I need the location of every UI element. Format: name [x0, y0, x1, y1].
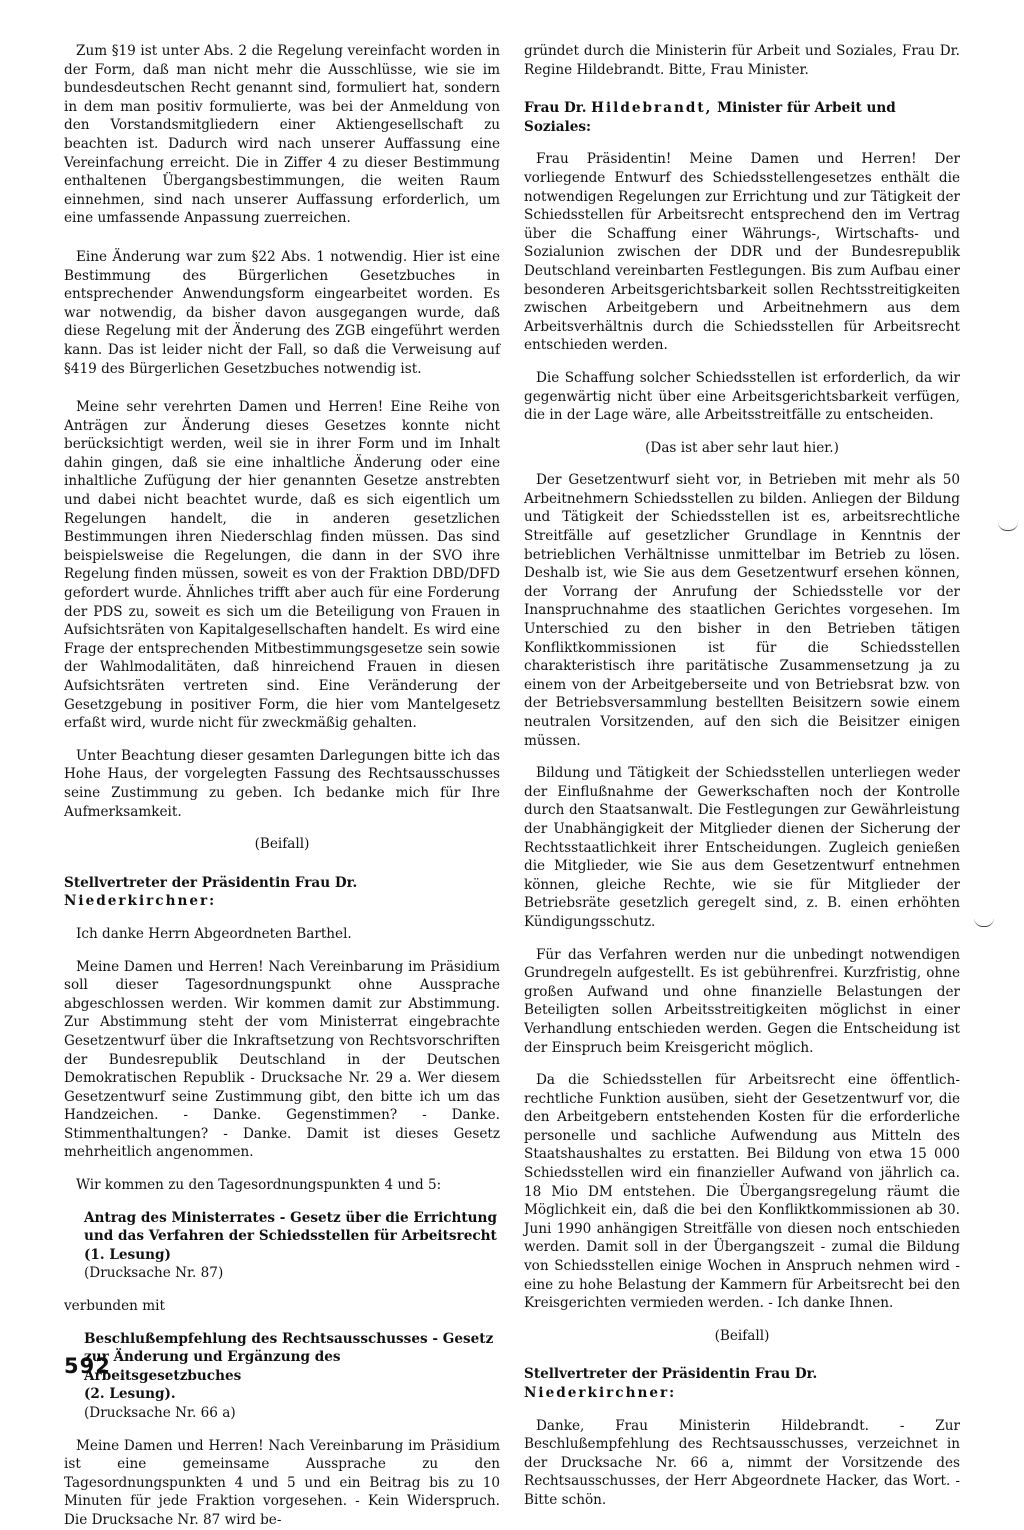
- agenda-reading: (1. Lesung): [84, 1246, 171, 1263]
- paragraph: Danke, Frau Ministerin Hildebrandt. - Zur Beschlußempfehlung des Rechtsausschusses, verzeichnet in der Drucksache Nr. 66 a, nimmt der Vorsitzende des Rechtsausschusses, der Herr Abgeordnete Hacker, das Wort. - Bitte schön.: [524, 1417, 960, 1508]
- agenda-document: (Drucksache Nr. 87): [84, 1265, 224, 1282]
- paragraph: Meine Damen und Herren! Nach Vereinbarung im Präsidium soll dieser Tagesordnungspunkt ohne Aussprache abgeschlossen werden. Wir kommen damit zur Abstimmung. Zur Abstimmung steht der vom Ministerrat eingebrachte Gesetzentwurf über die Inkraftsetzung von Rechtsvorschriften der Bundesrepublik Deutschland in der Deutschen Demokratischen Republik - Drucksache Nr. 29 a. Wer diesem Gesetzentwurf seine Zustimmung gibt, den bitte ich um das Handzeichen. - Danke. Gegenstimmen? - Danke. Stimmenthaltungen? - Danke. Damit ist dieses Gesetz mehrheitlich angenommen.: [64, 958, 500, 1161]
- speaker-title: Stellvertreter der Präsidentin Frau Dr.: [524, 1366, 818, 1383]
- interjection-note: (Das ist aber sehr laut hier.): [645, 439, 839, 456]
- paragraph: Meine Damen und Herren! Nach Vereinbarung im Präsidium ist eine gemeinsame Aussprache zu den Tagesordnungspunkten 4 und 5 und ein Beitrag bis zu 10 Minuten für jede Fraktion vorgesehen. - Kein Widerspruch. Die Drucksache Nr. 87 wird be-: [64, 1437, 500, 1528]
- agenda-document: (Drucksache Nr. 66 a): [84, 1405, 236, 1421]
- paragraph: gründet durch die Ministerin für Arbeit und Soziales, Frau Dr. Regine Hildebrandt. Bitte, Frau Minister.: [524, 43, 960, 78]
- speaker-title: Frau Dr.: [524, 100, 587, 117]
- paragraph: Die Schaffung solcher Schiedsstellen ist erforderlich, da wir gegenwärtig nicht über eine Arbeitsgerichtsbarkeit verfügen, die in der Lage wäre, alle Arbeitsstreitfälle zu entscheiden.: [524, 369, 960, 424]
- speaker-role: Minister für Arbeit und Soziales:: [524, 100, 896, 135]
- speaker-name: Hildebrandt,: [591, 100, 713, 117]
- agenda-item-2: [64, 1330, 500, 1423]
- paragraph: Meine sehr verehrten Damen und Herren! Eine Reihe von Anträgen zur Änderung dieses Gesetzes konnte nicht berücksichtigt werden, weil sie in ihrer Form und im Inhalt dahin gingen, daß sie eine inhaltliche Änderung oder eine inhaltliche Zufügung der hier genannten Gesetze anstrebten und dabei nicht beachtet wurde, daß es sich eigentlich um Regelungen handelt, die in anderen gesetzlichen Bestimmungen ihren Niederschlag finden müssen. Das sind beispielsweise die Regelungen, die dann in der SVO ihre Regelung finden müssen, soweit es von der Fraktion DBD/DFD gefordert wurde. Ähnliches trifft aber auch für eine Forderung der PDS zu, soweit es sich um die Beteiligung von Frauen in Aufsichtsräten von Kapitalgesellschaften handelt. Es wird eine Frage der entsprechenden Mitbestimmungsgesetze sein sowie der Wahlmodalitäten, daß hinreichend Frauen in diesen Aufsichtsräten vertreten sind. Eine Veränderung der Gesetzgebung in positiver Form, die hier vom Mantelgesetz erfaßt wird, wurde nicht für zweckmäßig gehalten.: [64, 399, 500, 732]
- paragraph: Da die Schiedsstellen für Arbeitsrecht eine öffentlich-rechtliche Funktion ausüben, sieht der Gesetzentwurf vor, die den Arbeitgebern entstehenden Kosten für die erforderliche personelle und sachliche Aufwendung aus Mitteln des Staatshaushaltes zu erstatten. Bei Bildung von etwa 15 000 Schiedsstellen wird ein finanzieller Aufwand von jährlich ca. 18 Mio DM entstehen. Die Übergangsregelung räumt die Möglichkeit ein, daß die bei den Konfliktkommissionen ab 30. Juni 1990 anhängigen Streitfälle von diesen noch entschieden werden. Damit soll in der Übergangszeit - zumal die Bildung von Schiedsstellen einige Wochen in Anspruch nehmen wird - eine zu hohe Belastung der Kammern für Arbeitsrecht bei den Kreisgerichten vermieden werden. - Ich danke Ihnen.: [524, 1072, 960, 1312]
- paragraph: Zum §19 ist unter Abs. 2 die Regelung vereinfacht worden in der Form, daß man nicht mehr die Ausschlüsse, wie sie im bundesdeutschen Recht genannt sind, formuliert hat, sondern in dem man positiv formulierte, was bei der Anmeldung von den Vorstandsmitgliedern einer Aktiengesellschaft zu beachten ist. Dadurch wird nach unserer Auffassung eine Vereinfachung erreicht. Die in Ziffer 4 zu dieser Bestimmung enthaltenen Übergangsbestimmungen, die weiten Raum einnehmen, sind nach unserer Auffassung erforderlich, um eine umfassende Anpassung zuerreichen.: [64, 43, 500, 227]
- page-number: 592: [64, 1354, 111, 1378]
- margin-mark: [974, 918, 994, 927]
- speaker-name: Niederkirchner:: [524, 1385, 677, 1401]
- speaker-heading: [64, 874, 500, 911]
- paragraph: Unter Beachtung dieser gesamten Darlegungen bitte ich das Hohe Haus, der vorgelegten Fassung des Rechtsausschusses seine Zustimmung zu geben. Ich bedanke mich für Ihre Aufmerksamkeit.: [64, 747, 500, 820]
- right-column: [524, 42, 960, 1510]
- paragraph: Frau Präsidentin! Meine Damen und Herren! Der vorliegende Entwurf des Schiedsstellengesetzes enthält die notwendigen Regelungen zur Errichtung und zur Tätigkeit der Schiedsstellen für Arbeitsrecht entsprechend den im Vertrag über die Schaffung einer Währungs-, Wirtschafts- und Sozialunion zwischen der DDR und der Bundesrepublik Deutschland vereinbarten Festlegungen. Bis zum Aufbau einer besonderen Arbeitsgerichtsbarkeit sollen Rechtsstreitigkeiten zwischen Arbeitgebern und Arbeitnehmern aus dem Arbeitsverhältnis durch die Schiedsstellen für Arbeitsrecht entschieden werden.: [524, 151, 960, 354]
- speaker-heading: [524, 1365, 960, 1402]
- margin-mark: [998, 522, 1018, 531]
- paragraph: Wir kommen zu den Tagesordnungspunkten 4 und 5:: [76, 1177, 442, 1194]
- agenda-reading: (2. Lesung).: [84, 1386, 176, 1403]
- speaker-title: Stellvertreter der Präsidentin Frau Dr.: [64, 874, 358, 891]
- paragraph: Ich danke Herrn Abgeordneten Barthel.: [76, 925, 352, 942]
- agenda-title: Beschlußempfehlung des Rechtsausschusses - Gesetz zur Änderung und Ergänzung des Arbeitsgesetzbuches: [84, 1330, 494, 1384]
- agenda-item-1: [64, 1209, 500, 1283]
- speaker-name: Niederkirchner:: [64, 893, 217, 910]
- applause-note: (Beifall): [254, 836, 310, 853]
- paragraph: Bildung und Tätigkeit der Schiedsstellen unterliegen weder der Einflußnahme der Gewerkschaften noch der Kontrolle durch den Staatsanwalt. Die Festlegungen zur Gewährleistung der Unabhängigkeit der Mitglieder dienen der Sicherung der Rechtsstaatlichkeit ihrer Entscheidungen. Zugleich genießen die Mitglieder, wie Sie aus dem Gesetzentwurf entnehmen können, gleiche Rechte, wie sie für Mitglieder der Betriebsräte gesetzlich geregelt sind, z. B. einen erhöhten Kündigungsschutz.: [524, 765, 960, 930]
- paragraph: Für das Verfahren werden nur die unbedingt notwendigen Grundregeln aufgestellt. Es ist gebührenfrei. Kurzfristig, ohne großen Aufwand und ohne finanzielle Belastungen der Beteiligten sollen Arbeitsstreitigkeiten möglichst in einer Verhandlung entschieden werden. Gegen die Entscheidung ist der Einspruch beim Kreisgericht möglich.: [524, 946, 960, 1056]
- paragraph: Eine Änderung war zum §22 Abs. 1 notwendig. Hier ist eine Bestimmung des Bürgerlichen Gesetzbuches in entsprechender Anwendungsform eingearbeitet worden. Es war notwendig, da bisher davon ausgegangen wurde, daß diese Regelung mit der Änderung des ZGB eingeführt werden kann. Das ist leider nicht der Fall, so daß die Verweisung auf §419 des Bürgerlichen Gesetzbuches notwendig ist.: [64, 248, 500, 377]
- paragraph: Der Gesetzentwurf sieht vor, in Betrieben mit mehr als 50 Arbeitnehmern Schiedsstellen zu bilden. Anliegen der Bildung und Tätigkeit der Schiedsstellen ist es, arbeitsrechtliche Streitfälle auf gesetzlicher Grundlage in Kenntnis der betrieblichen Verhältnisse unmittelbar im Betrieb zu lösen. Deshalb ist, wie Sie aus dem Gesetzentwurf ersehen können, der Vorrang der Anrufung der Schiedsstelle vor der Inanspruchnahme des staatlichen Gerichtes vorgesehen. Im Unterschied zu den bisher in den Betrieben tätigen Konfliktkommissionen ist für die Schiedsstellen charakteristisch ihre paritätische Zusammensetzung ja zu einem von der Arbeitgeberseite und von Betriebsrat bzw. von der Betriebsversammlung bestellten Beisitzern sowie einem neutralen Vorsitzenden, auf den sich die Beisitzer einigen müssen.: [524, 472, 960, 749]
- agenda-title: Antrag des Ministerrates - Gesetz über die Errichtung und das Verfahren der Schiedsstellen für Arbeitsrecht: [84, 1209, 497, 1245]
- connector-text: verbunden mit: [64, 1298, 165, 1315]
- left-column: [64, 42, 500, 1530]
- applause-note: (Beifall): [714, 1327, 770, 1344]
- speaker-heading: [524, 99, 960, 136]
